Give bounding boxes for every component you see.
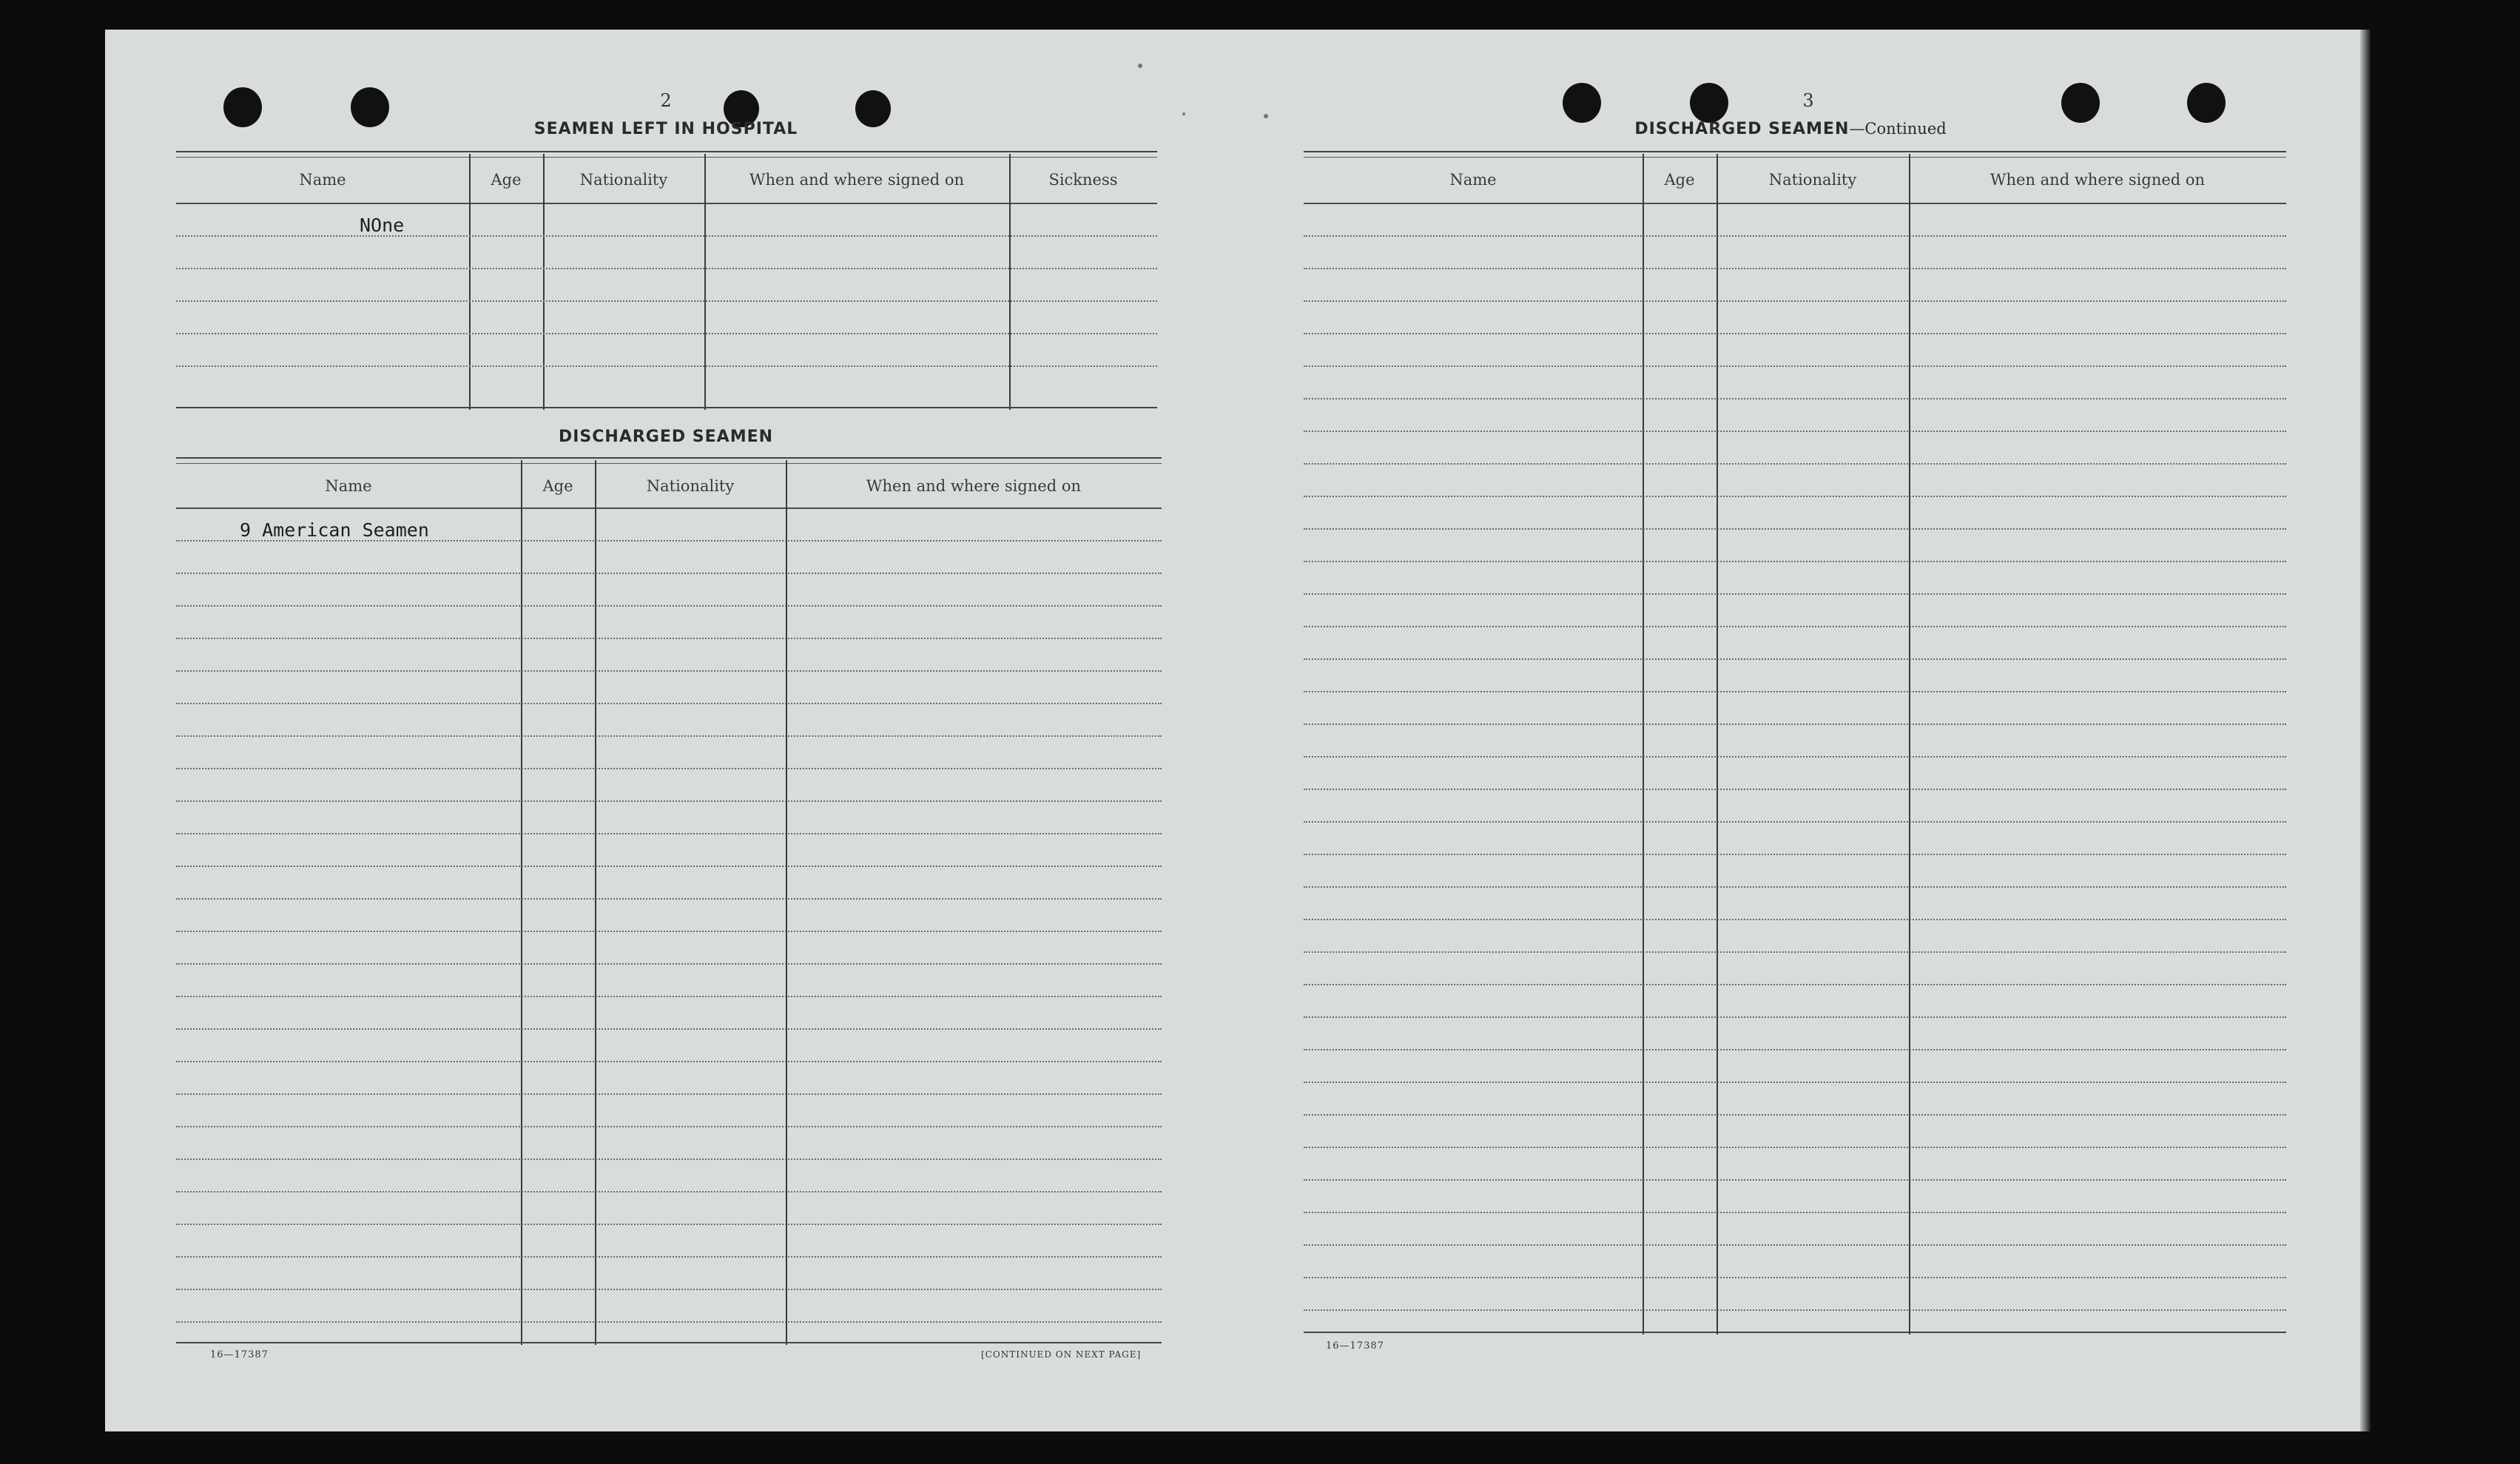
punch-hole [2061,83,2100,123]
page-number-right: 3 [1802,90,1814,111]
column-header-name: Name [1449,171,1497,189]
hospital-entry-name: NOne [360,215,405,236]
form-number-right: 16—17387 [1326,1340,1384,1352]
punch-hole [855,90,891,127]
punch-hole [2187,83,2226,123]
column-header-age: Age [542,477,573,495]
discharged-table-right [1304,151,2286,1335]
column-header-age: Age [1664,171,1695,189]
punch-hole [351,87,389,127]
column-header-name: Name [325,477,372,495]
page-number-left: 2 [660,90,672,111]
column-header-signed-on: When and where signed on [1990,171,2206,189]
column-header-age: Age [491,171,522,189]
punch-hole [1563,83,1601,123]
punch-hole [1690,83,1728,123]
column-header-nationality: Nationality [646,477,735,495]
speck [1138,64,1142,68]
punch-hole [223,87,262,127]
column-header-signed-on: When and where signed on [749,171,965,189]
sheet-edge [2360,30,2371,1431]
column-header-nationality: Nationality [579,171,668,189]
continued-note: [CONTINUED ON NEXT PAGE] [981,1349,1142,1360]
form-number-left: 16—17387 [210,1349,269,1360]
discharged-continued-title [1569,120,2012,138]
speck [1182,112,1185,115]
speck [1264,114,1268,118]
discharged-table-header [176,465,1162,507]
hospital-section-title: SEAMEN LEFT IN HOSPITAL [533,120,798,138]
discharged-continued-suffix: —Continued [1849,120,1947,138]
column-header-signed-on: When and where signed on [866,477,1082,495]
column-header-sickness: Sickness [1048,171,1118,189]
column-header-name: Name [299,171,346,189]
discharged-entry-name: 9 American Seamen [240,519,429,541]
discharged-table-left [176,457,1162,1345]
hospital-table [176,151,1157,413]
discharged-continued-title-main: DISCHARGED SEAMEN [1634,120,1850,138]
discharged-continued-header [1304,158,2286,201]
discharged-section-title: DISCHARGED SEAMEN [558,428,774,446]
column-header-nationality: Nationality [1768,171,1857,189]
